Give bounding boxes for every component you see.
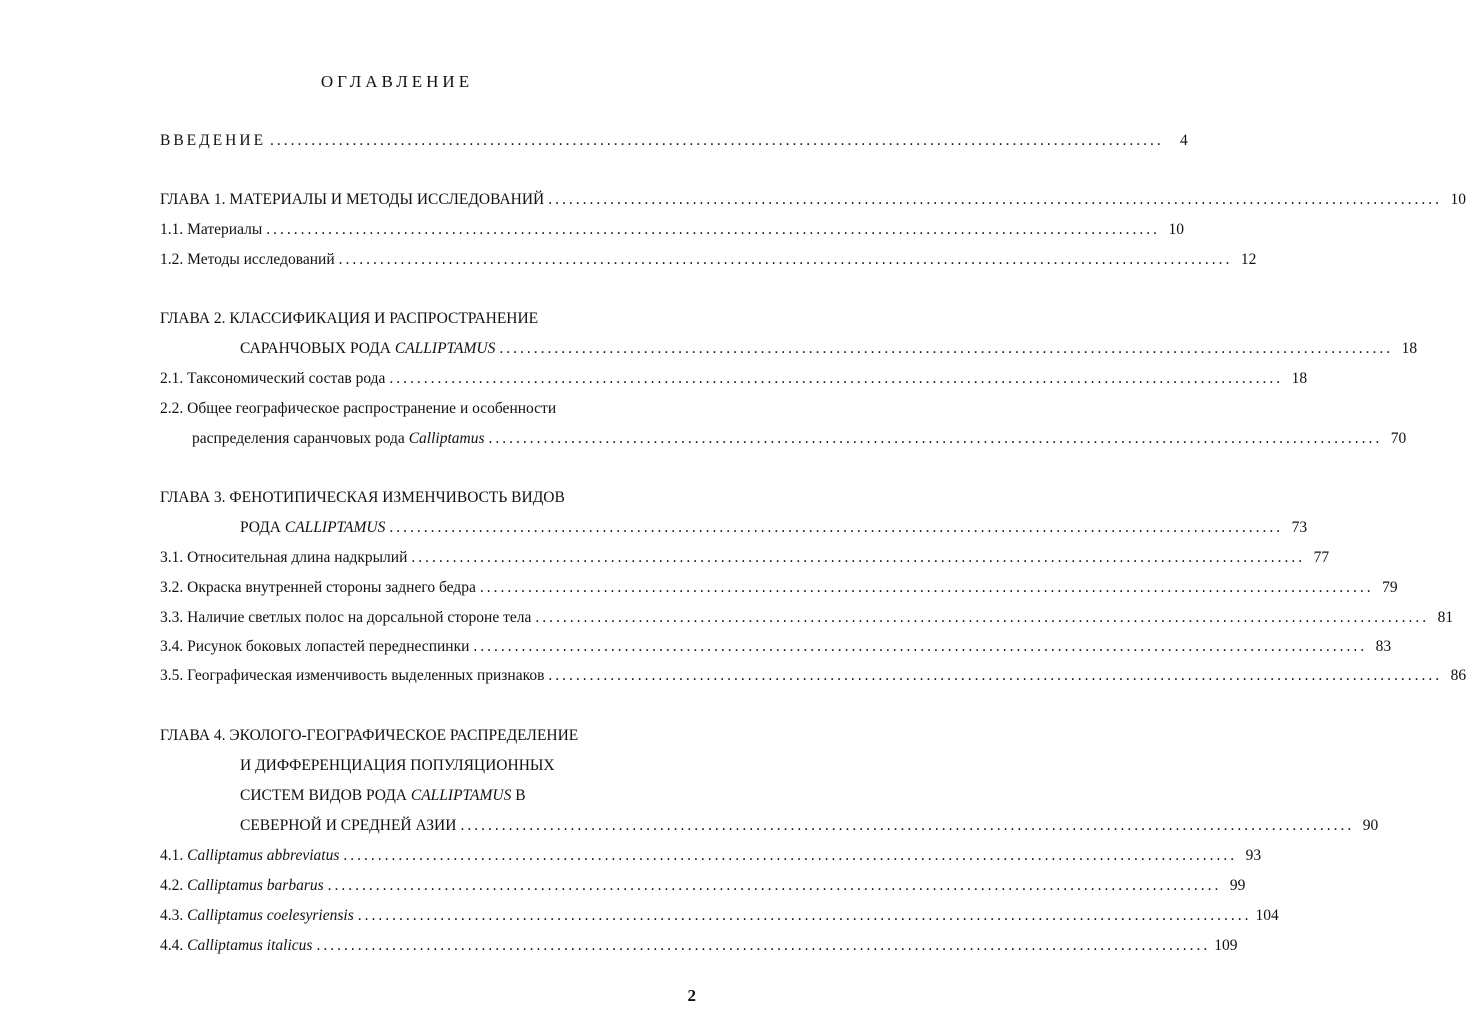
entry-page: 90 [1362,817,1379,834]
dot-leader: .................................................................................................................................. [357,907,1252,924]
entry-text: РОДА CALLIPTAMUS [240,519,386,536]
toc-entry-3-4[interactable] [160,638,1392,660]
genus-name: CALLIPTAMUS [284,519,386,536]
genus-name: CALLIPTAMUS [394,340,496,357]
toc-entry-chapter-4-line1[interactable]: ГЛАВА 4. ЭКОЛОГО-ГЕОГРАФИЧЕСКОЕ РАСПРЕДЕЛЕНИЕ [160,727,579,744]
toc-entry-intro[interactable] [160,132,1188,154]
entry-page: 99 [1229,877,1246,894]
species-name: Calliptamus italicus [187,937,313,954]
entry-page: 79 [1382,579,1398,596]
entry-text: 4.1. Calliptamus abbreviatus [160,847,340,864]
dot-leader: .................................................................................................................................. [488,430,1383,447]
toc-entry-chapter-1[interactable] [160,191,1466,213]
entry-page: 93 [1245,847,1262,864]
toc-entry-1-1[interactable] [160,221,1184,243]
entry-page: 77 [1313,549,1330,566]
toc-entry-3-2[interactable] [160,579,1398,601]
entry-text: 4.3. Calliptamus coelesyriensis [160,907,354,924]
entry-text: 4.2. Calliptamus barbarus [160,877,324,894]
toc-entry-chapter-3-line1[interactable]: ГЛАВА 3. ФЕНОТИПИЧЕСКАЯ ИЗМЕНЧИВОСТЬ ВИДОВ [160,489,565,506]
toc-entry-2-1[interactable] [160,370,1308,392]
dot-leader: .................................................................................................................................. [460,817,1355,834]
toc-entry-1-2[interactable] [160,251,1257,273]
species-name: Calliptamus coelesyriensis [187,907,354,924]
entry-text: 3.4. Рисунок боковых лопастей переднеспинки [160,638,470,655]
toc-entry-chapter-3[interactable] [240,519,1308,541]
dot-leader: .................................................................................................................................. [479,579,1374,596]
dot-leader: .................................................................................................................................. [270,132,1164,149]
dot-leader: .................................................................................................................................. [389,519,1284,536]
entry-page: 109 [1214,937,1238,954]
entry-page: 4 [1180,132,1188,149]
entry-text: ГЛАВА 1. МАТЕРИАЛЫ И МЕТОДЫ ИССЛЕДОВАНИЙ [160,191,545,208]
entry-page: 12 [1240,251,1257,268]
toc-title: ОГЛАВЛЕНИЕ [320,72,474,91]
dot-leader: .................................................................................................................................. [548,667,1443,684]
entry-page: 70 [1390,430,1407,447]
genus-name: CALLIPTAMUS [410,787,512,804]
entry-page: 83 [1375,638,1392,655]
dot-leader: .................................................................................................................................. [548,191,1442,208]
species-name: Calliptamus barbarus [187,877,324,894]
toc-entry-2-2[interactable] [192,430,1407,452]
toc-entry-4-3[interactable] [160,907,1279,929]
entry-text: САРАНЧОВЫХ РОДА CALLIPTAMUS [240,340,496,357]
entry-text: ВВЕДЕНИЕ [160,132,267,149]
toc-entry-chapter-4-line2[interactable]: И ДИФФЕРЕНЦИАЦИЯ ПОПУЛЯЦИОННЫХ [240,757,555,774]
toc-entry-3-3[interactable] [160,609,1454,631]
genus-name: Calliptamus [408,430,485,447]
dot-leader: .................................................................................................................................. [389,370,1284,387]
toc-entry-3-5[interactable] [160,667,1466,689]
entry-page: 10 [1168,221,1184,238]
toc-entry-chapter-2[interactable] [240,340,1418,362]
dot-leader: .................................................................................................................................. [338,251,1233,268]
toc-entry-chapter-2-line1[interactable]: ГЛАВА 2. КЛАССИФИКАЦИЯ И РАСПРОСТРАНЕНИЕ [160,310,539,327]
toc-entry-3-1[interactable] [160,549,1330,571]
dot-leader: .................................................................................................................................. [499,340,1394,357]
entry-page: 86 [1450,667,1466,684]
toc-entry-4-1[interactable] [160,847,1262,869]
entry-text: 3.2. Окраска внутренней стороны заднего бедра [160,579,476,596]
dot-leader: .................................................................................................................................. [316,937,1211,954]
entry-text: 3.5. Географическая изменчивость выделенных признаков [160,667,545,684]
dot-leader: .................................................................................................................................. [535,609,1430,626]
entry-page: 18 [1291,370,1308,387]
toc-entry-4-2[interactable] [160,877,1246,899]
entry-text: 1.1. Материалы [160,221,263,238]
dot-leader: .................................................................................................................................. [473,638,1368,655]
entry-text: 4.4. Calliptamus italicus [160,937,313,954]
entry-text: 3.1. Относительная длина надкрылий [160,549,408,566]
entry-text: 1.2. Методы исследований [160,251,335,268]
species-name: Calliptamus abbreviatus [187,847,340,864]
toc-entry-chapter-4-line3[interactable]: СИСТЕМ ВИДОВ РОДА CALLIPTAMUS В [240,787,526,804]
entry-text: 3.3. Наличие светлых полос на дорсальной стороне тела [160,609,532,626]
entry-text: распределения саранчовых рода Calliptamus [192,430,485,447]
toc-entry-chapter-4[interactable] [240,817,1379,839]
dot-leader: .................................................................................................................................. [343,847,1238,864]
entry-text: 2.1. Таксономический состав рода [160,370,386,387]
page-number: 2 [687,986,696,1005]
dot-leader: .................................................................................................................................. [266,221,1160,238]
entry-page: 73 [1291,519,1308,536]
entry-page: 104 [1255,907,1279,924]
entry-text: СЕВЕРНОЙ И СРЕДНЕЙ АЗИИ [240,817,457,834]
dot-leader: .................................................................................................................................. [411,549,1306,566]
dot-leader: .................................................................................................................................. [327,877,1222,894]
entry-page: 81 [1437,609,1454,626]
toc-entry-4-4[interactable] [160,937,1238,959]
toc-entry-2-2-line1[interactable]: 2.2. Общее географическое распространение и особенности [160,400,557,417]
entry-page: 18 [1401,340,1418,357]
entry-page: 10 [1450,191,1466,208]
